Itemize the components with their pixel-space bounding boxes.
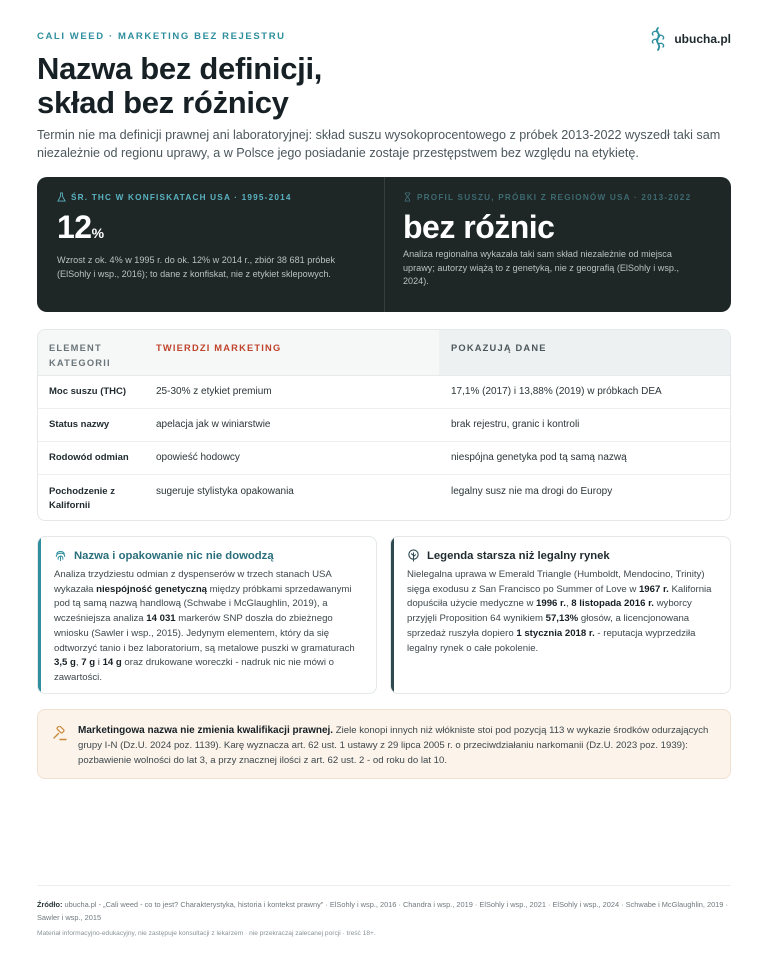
sources-label: Źródło:	[37, 900, 63, 909]
footer	[37, 885, 731, 937]
stats-panel	[37, 177, 731, 312]
body-text: między próbkami sprzedawanymi pod tą samą nazwą handlową (Schwabe i McGlaughlin, 2019), a wcześniejsza analiza	[54, 583, 352, 625]
body-text: Nielegalna uprawa w Emerald Triangle (Humboldt, Mendocino, Trinity) sięga exodusu z San Francisco po Summer of Love w	[407, 569, 705, 595]
kicker: CALI WEED · MARKETING BEZ REJESTRU	[37, 31, 286, 42]
card-name-packaging-body	[54, 568, 362, 686]
stat-profile-label: PROFIL SUSZU, PRÓBKI Z REGIONÓW USA · 2013-2022	[403, 192, 711, 202]
legal-note	[37, 709, 731, 779]
body-text: markerów SNP doszła do zbieżnego wniosku (Sawler i wsp., 2015). Jedynym elementem, który da się odtworzyć tanio i bez laboratorium, są metalowe puszki w gramaturach	[54, 613, 355, 654]
stat-thc	[37, 177, 384, 312]
data-fact: legalny susz nie ma drogi do Europy	[451, 486, 613, 497]
emphasis-text: 14 031	[146, 613, 176, 625]
hourglass-icon	[403, 192, 412, 202]
table-row	[38, 376, 730, 409]
card-name-packaging	[37, 536, 377, 694]
row-label: Moc suszu (THC)	[49, 386, 127, 398]
legal-note-lead: Marketingowa nazwa nie zmienia kwalifikacji prawnej.	[78, 725, 334, 736]
title-line-1: Nazwa bez definicji,	[37, 51, 323, 86]
column-header-element: ELEMENT KATEGORII	[49, 343, 111, 368]
emphasis-text: 1967 r.	[638, 583, 669, 595]
emphasis-text: 8 listopada 2016 r.	[571, 598, 654, 610]
table-row	[38, 442, 730, 475]
stat-thc-label: ŚR. THC W KONFISKATACH USA · 1995-2014	[57, 192, 364, 202]
column-header-data: POKAZUJĄ DANE	[439, 330, 730, 375]
lead-paragraph: Termin nie ma definicji prawnej ani laboratoryjnej: skład suszu wysokoprocentowego z próbek 2013‑2022 wyszedł taki sam niezależnie od regionu uprawy, a w Polsce jego posiadanie zostaje przestępstwem bez względu na etykietę.	[37, 128, 721, 160]
body-text: Analiza trzydziestu odmian z dyspenserów w trzech stanach USA wykazała	[54, 569, 332, 595]
card-legend	[390, 536, 731, 694]
stat-profile	[384, 177, 731, 312]
row-label: Pochodzenie z Kalifornii	[49, 486, 115, 511]
brand[interactable]	[648, 26, 731, 52]
emphasis-text: niespójność genetyczną	[96, 583, 208, 595]
body-text: głosów, a licencjonowana sprzedaż ruszyła dopiero	[407, 613, 690, 639]
card-legend-body	[407, 568, 716, 656]
marketing-claim: opowieść hodowcy	[156, 452, 240, 464]
card-legend-title: Legenda starsza niż legalny rynek	[407, 549, 716, 562]
body-text: ,	[75, 657, 82, 669]
sources	[37, 899, 731, 924]
emphasis-text: 1 stycznia 2018 r.	[516, 627, 595, 639]
infographic-page	[37, 0, 731, 960]
table-row	[38, 475, 730, 520]
body-text: ,	[565, 598, 572, 610]
stat-thc-unit: %	[91, 225, 105, 241]
sources-text: ubucha.pl ‑ „Cali weed ‑ co to jest? Charakterystyka, historia i kontekst prawny” · ElSohly i wsp., 2016 · Chandra i wsp., 2019 · ElSohly i wsp., 2021 · ElSohly i wsp., 2024 · Schwabe i McGlaughlin, 2019 · Sawler i wsp., 2015	[37, 900, 728, 922]
brand-name: ubucha.pl	[674, 32, 731, 46]
table-header	[38, 330, 730, 376]
emphasis-text: 3,5 g	[54, 657, 76, 669]
wavy-leaf-logo-icon	[648, 26, 668, 52]
body-text: Kalifornia dopuściła użycie medyczne w	[407, 583, 712, 610]
stat-thc-value: 12%	[57, 209, 105, 245]
row-label: Rodowód odmian	[49, 452, 129, 464]
card-name-packaging-title: Nazwa i opakowanie nic nie dowodzą	[54, 549, 362, 562]
table-row	[38, 409, 730, 442]
data-fact: niespójna genetyka pod tą samą nazwą	[451, 452, 627, 464]
comparison-table	[37, 329, 731, 521]
body-text: wyborcy przyjęli Proposition 64 wynikiem	[407, 598, 692, 625]
body-text: ‑ reputacja wyprzedziła legalny rynek o całe pokolenie.	[407, 627, 696, 654]
legal-note-text	[78, 723, 712, 768]
emphasis-text: 1996 r.	[536, 598, 566, 610]
fingerprint-icon	[54, 549, 67, 562]
globe-tree-icon	[407, 549, 420, 562]
column-header-marketing: TWIERDZI MARKETING	[156, 343, 282, 353]
marketing-claim: apelacja jak w winiarstwie	[156, 419, 271, 431]
marketing-claim: 25‑30% z etykiet premium	[156, 386, 272, 398]
gavel-icon	[52, 726, 67, 741]
marketing-claim: sugeruje stylistyka opakowania	[156, 486, 294, 497]
data-fact: 17,1% (2017) i 13,88% (2019) w próbkach DEA	[451, 386, 662, 398]
row-label: Status nazwy	[49, 419, 110, 431]
page-title	[37, 52, 557, 120]
flask-icon	[57, 192, 66, 202]
data-fact: brak rejestru, granic i kontroli	[451, 419, 580, 431]
disclaimer: Materiał informacyjno‑edukacyjny, nie zastępuje konsultacji z lekarzem · nie przekraczaj zalecanej porcji · treść 18+.	[37, 930, 376, 937]
body-text: oraz drukowane woreczki ‑ nadruk nic nie mówi o zawartości.	[54, 657, 334, 683]
legal-note-body: Ziele konopi innych niż włókniste stoi pod pozycją 113 w wykazie środków odurzających grupy I‑N (Dz.U. 2024 poz. 1139). Karę wyznacza art. 62 ust. 1 ustawy z 29 lipca 2005 r. o przeciwdziałaniu narkomanii (Dz.U. 2023 poz. 1939): pozbawienie wolności do lat 3, a przy znacznej ilości z art. 62 ust. 2 ‑ od roku do lat 10.	[78, 725, 709, 766]
title-line-2: skład bez różnicy	[37, 85, 289, 120]
stat-profile-value: bez różnic	[403, 209, 555, 245]
emphasis-text: 14 g	[102, 657, 122, 669]
stat-profile-description: Analiza regionalna wykazała taki sam skład niezależnie od miejsca uprawy; autorzy wiążą to z genetyką, nie z geografią (ElSohly i wsp., 2024).	[403, 249, 679, 286]
emphasis-text: 57,13%	[545, 613, 579, 625]
stat-thc-description: Wzrost z ok. 4% w 1995 r. do ok. 12% w 2014 r., zbiór 38 681 próbek (ElSohly i wsp., 2016); to dane z konfiskat, nie z etykiet sklepowych.	[57, 255, 336, 279]
body-text: i	[95, 657, 103, 669]
emphasis-text: 7 g	[81, 657, 96, 669]
